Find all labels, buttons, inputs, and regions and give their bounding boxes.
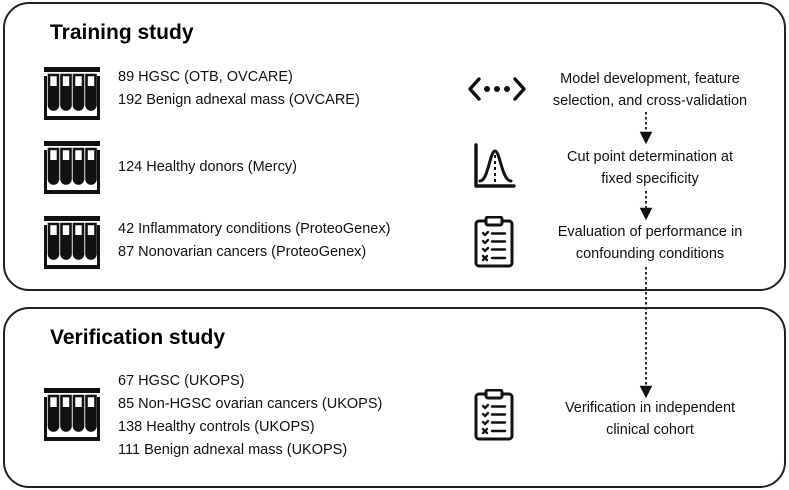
cohort-line: 111 Benign adnexal mass (UKOPS) (118, 442, 348, 458)
step-line: confounding conditions (575, 246, 725, 262)
cohort-line: 42 Inflammatory conditions (ProteoGenex) (118, 221, 391, 237)
step-line: fixed specificity (601, 171, 699, 187)
step-line: Model development, feature (560, 71, 740, 87)
cohort-line: 85 Non-HGSC ovarian cancers (UKOPS) (118, 396, 383, 412)
cohort-line: 89 HGSC (OTB, OVCARE) (118, 69, 293, 85)
cohort-line: 192 Benign adnexal mass (OVCARE) (118, 92, 360, 108)
training-study-title: Training study (50, 21, 194, 44)
cohort-line: 87 Nonovarian cancers (ProteoGenex) (118, 244, 367, 260)
step-line: Evaluation of performance in (557, 224, 743, 240)
cohort-line: 67 HGSC (UKOPS) (118, 373, 245, 389)
step-line: clinical cohort (606, 422, 694, 438)
verification-study-title: Verification study (50, 326, 226, 349)
step-line: Verification in independent (564, 400, 736, 416)
cohort-line: 124 Healthy donors (Mercy) (118, 159, 297, 175)
step-line: selection, and cross-validation (552, 93, 748, 109)
cohort-line: 138 Healthy controls (UKOPS) (118, 419, 315, 435)
step-line: Cut point determination at (566, 149, 734, 165)
